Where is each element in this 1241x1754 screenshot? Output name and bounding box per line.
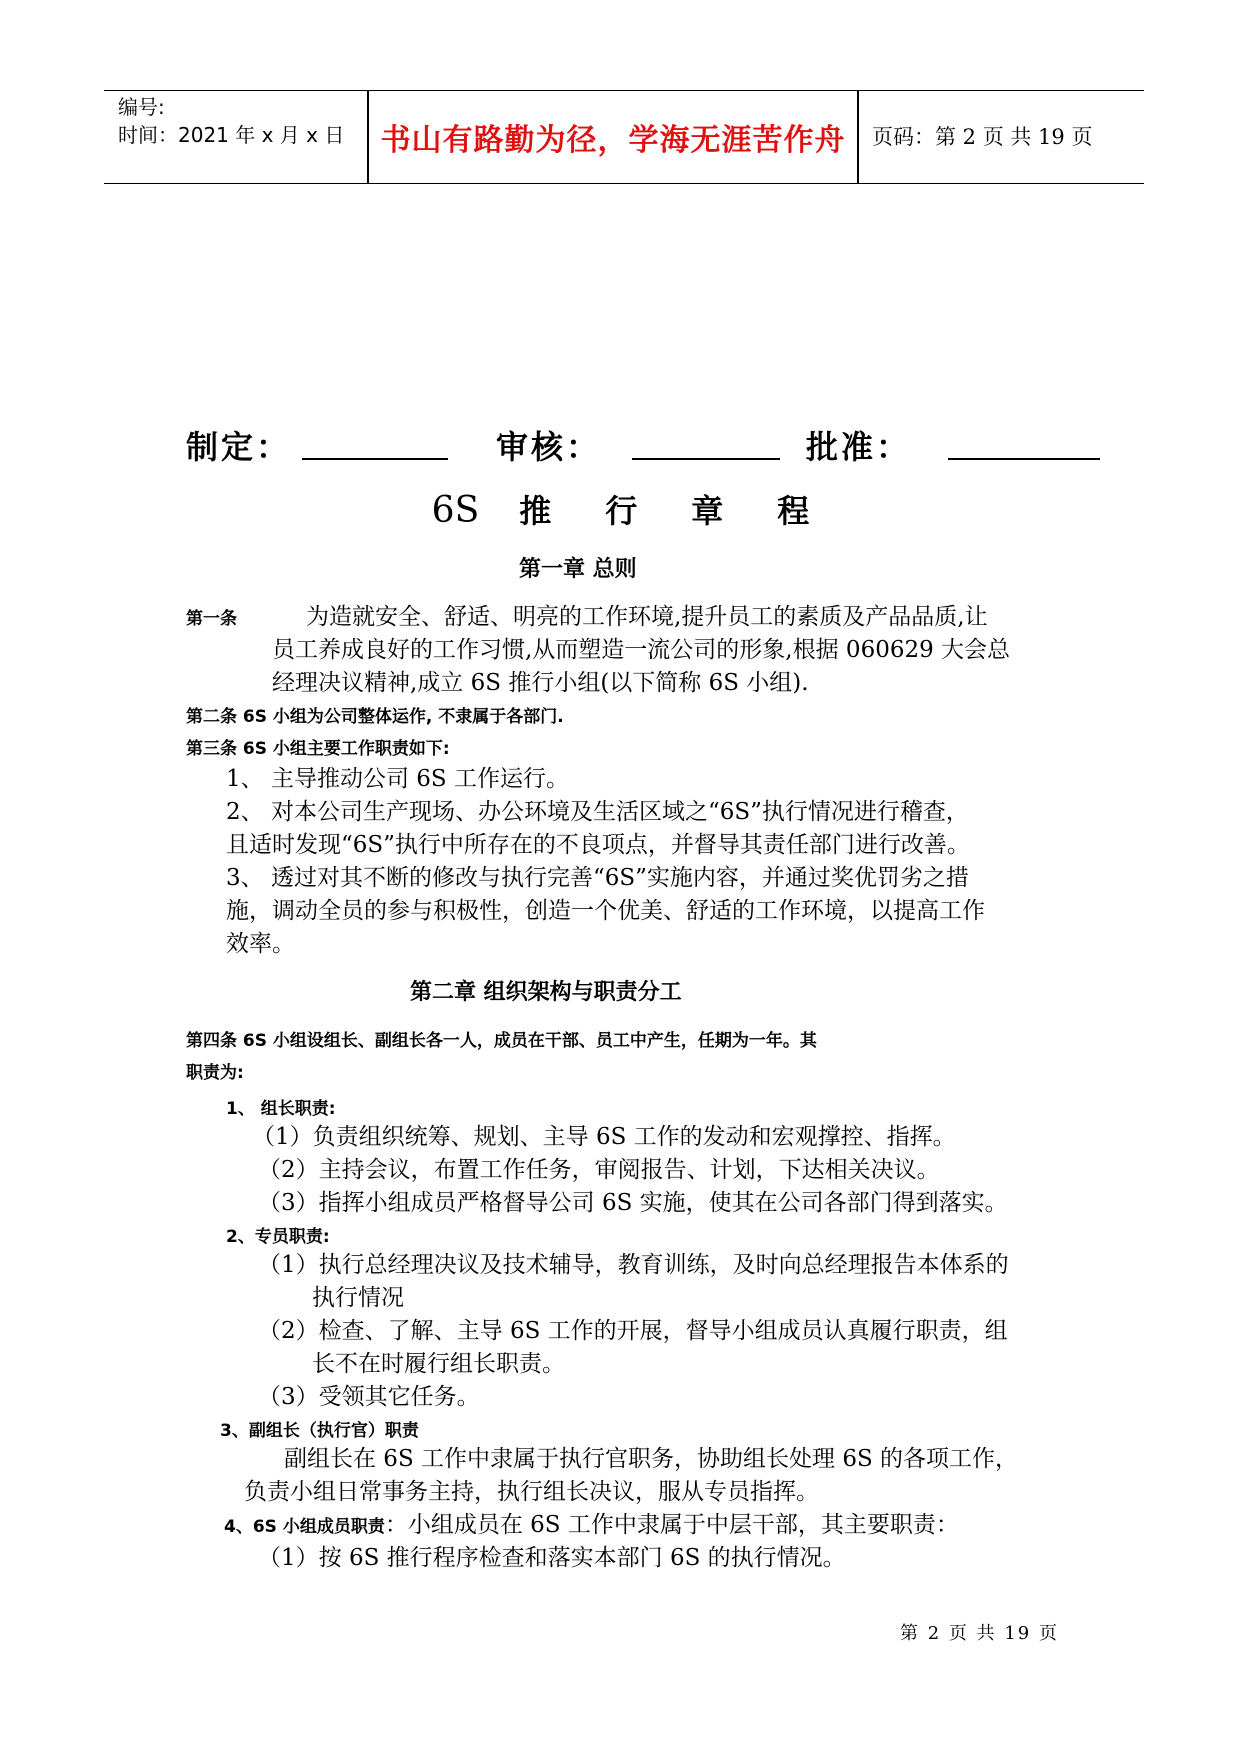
approved-signature-line	[948, 458, 1100, 460]
article-1-line: 员工养成良好的工作习惯,从而塑造一流公司的形象,根据 060629 大会总	[272, 637, 1011, 663]
leader-duty: （3）指挥小组成员严格督导公司 6S 实施，使其在公司各部门得到落实。	[258, 1190, 1008, 1216]
leader-duties-title: 1、 组长职责:	[226, 1099, 336, 1119]
number-label: 编号:	[118, 95, 165, 119]
specialist-duties-title: 2、专员职责:	[226, 1227, 330, 1247]
document-title	[0, 486, 1241, 532]
article-1-label: 第一条	[186, 609, 237, 629]
reviewed-signature-line	[632, 458, 780, 460]
deputy-duty-line: 副组长在 6S 工作中隶属于执行官职务，协助组长处理 6S 的各项工作，	[284, 1446, 1019, 1472]
specialist-duty: （1）执行总经理决议及技术辅导，教育训练，及时向总经理报告本体系的	[258, 1252, 1009, 1278]
duty-item: 且适时发现“6S”执行中所存在的不良项点，并督导其责任部门进行改善。	[226, 832, 970, 858]
leader-duty: （1）负责组织统筹、规划、主导 6S 工作的发动和宏观撑控、指挥。	[252, 1124, 956, 1150]
page-footer: 第 2 页 共 19 页	[900, 1623, 1059, 1644]
deputy-duties-title: 3、副组长（执行官）职责	[220, 1421, 419, 1441]
reviewed-label: 审核：	[496, 428, 602, 466]
duty-item: 施，调动全员的参与积极性，创造一个优美、舒适的工作环境，以提高工作	[226, 898, 985, 924]
title-part: 行	[605, 492, 638, 530]
member-duties-text: ：小组成员在 6S 工作中隶属于中层干部，其主要职责：	[384, 1512, 959, 1538]
specialist-duty: （2）检查、了解、主导 6S 工作的开展，督导小组成员认真履行职责，组	[258, 1318, 1008, 1344]
article-1-line: 经理决议精神,成立 6S 推行小组(以下简称 6S 小组).	[272, 670, 809, 696]
article-3: 第三条 6S 小组主要工作职责如下:	[186, 739, 450, 759]
article-4-line: 第四条 6S 小组设组长、副组长各一人，成员在干部、员工中产生，任期为一年。其	[186, 1031, 817, 1051]
duty-item: 效率。	[226, 931, 295, 957]
member-duties-title: 4、6S 小组成员职责	[224, 1517, 385, 1537]
member-duties	[224, 1506, 959, 1539]
duty-item: 3、 透过对其不断的修改与执行完善“6S”实施内容，并通过奖优罚劣之措	[226, 865, 969, 891]
title-part: 程	[777, 492, 810, 530]
duty-item: 2、 对本公司生产现场、办公环境及生活区域之“6S”执行情况进行稽查，	[226, 799, 969, 825]
time-label: 时间：2021 年 x 月 x 日	[118, 123, 345, 147]
drafted-label: 制定：	[186, 428, 292, 466]
duty-item: 1、 主导推动公司 6S 工作运行。	[226, 766, 569, 792]
drafted-signature-line	[302, 458, 448, 460]
title-part: 推	[519, 492, 552, 530]
member-duty: （1）按 6S 推行程序检查和落实本部门 6S 的执行情况。	[258, 1545, 846, 1571]
title-part: 6S	[431, 490, 480, 531]
article-2: 第二条 6S 小组为公司整体运作, 不隶属于各部门.	[186, 707, 564, 727]
specialist-duty: （3）受领其它任务。	[258, 1384, 480, 1410]
specialist-duty: 长不在时履行组长职责。	[312, 1351, 565, 1377]
leader-duty: （2）主持会议，布置工作任务，审阅报告、计划，下达相关决议。	[258, 1157, 940, 1183]
title-part: 章	[691, 492, 724, 530]
deputy-duty-line: 负责小组日常事务主持，执行组长决议，服从专员指挥。	[244, 1479, 819, 1505]
header-divider	[857, 91, 859, 183]
article-4-line: 职责为:	[186, 1063, 244, 1083]
chapter-1-heading: 第一章 总则	[519, 557, 637, 582]
article-1-line: 为造就安全、舒适、明亮的工作环境,提升员工的素质及产品品质,让	[306, 604, 988, 630]
chapter-2-heading: 第二章 组织架构与职责分工	[410, 980, 682, 1005]
header-motto: 书山有路勤为径，学海无涯苦作舟	[380, 123, 846, 158]
header-page-number: 页码：第 2 页 共 19 页	[872, 125, 1093, 149]
approved-label: 批准：	[806, 428, 912, 466]
page-header	[104, 90, 1144, 184]
header-left-cell	[118, 93, 344, 149]
specialist-duty: 执行情况	[312, 1285, 404, 1311]
